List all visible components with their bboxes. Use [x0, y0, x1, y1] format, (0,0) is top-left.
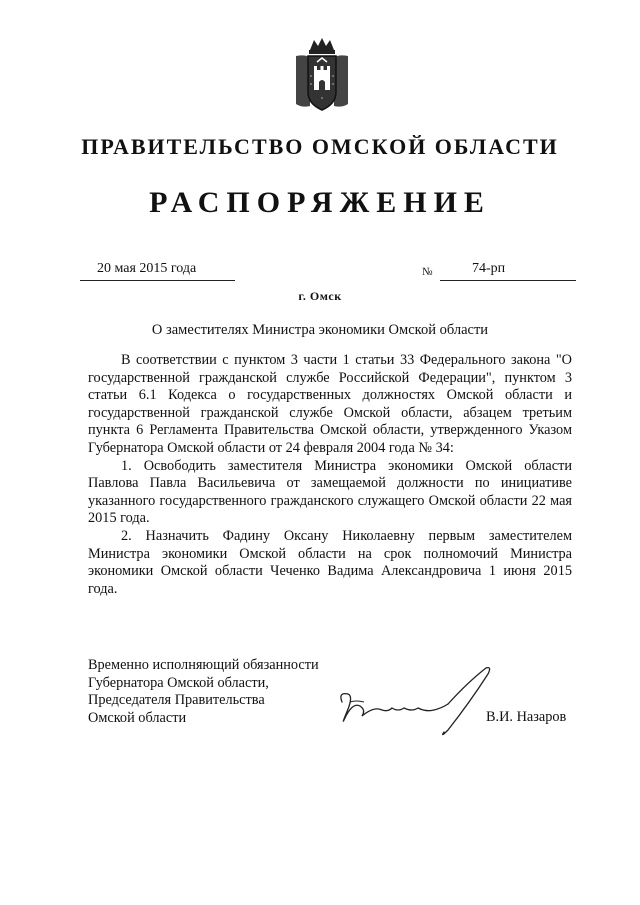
- preamble-paragraph: В соответствии с пунктом 3 части 1 статьи 33 Федерального закона "О государственной гражданской службе Российской Федерации", пунктом 3 статьи 6.1 Кодекса о государственных должностях Омской области и государственной гражданской службе Омской области, абзацем третьим пункта 6 Регламента Правительства Омской области, утвержденного Указом Губернатора Омской области от 24 февраля 2004 года № 34:: [88, 352, 572, 456]
- coat-of-arms-icon: [290, 36, 354, 114]
- document-body: [88, 352, 572, 598]
- document-subject: О заместителях Министра экономики Омской области: [151, 322, 489, 338]
- item-1-paragraph: 1. Освободить заместителя Министра экономики Омской области Павлова Павла Васильевича от замещаемой должности по инициативе указанного государственного гражданского служащего Омской области 22 мая 2015 года.: [88, 457, 572, 527]
- item-2-paragraph: 2. Назначить Фадину Оксану Николаевну первым заместителем Министра экономики Омской области на срок полномочий Министра экономики Омской области Чеченко Вадима Александровича 1 июня 2015 года.: [88, 527, 572, 597]
- signatory-line-4: Омской области: [88, 709, 187, 726]
- signatory-title: [88, 657, 319, 727]
- signatory-line-2: Губернатора Омской области,: [88, 674, 269, 691]
- signatory-line-3: Председателя Правительства: [88, 692, 265, 709]
- document-number: 74-рп: [472, 261, 506, 276]
- number-label: №: [422, 266, 433, 278]
- document-date: 20 мая 2015 года: [97, 261, 197, 276]
- document-type: РАСПОРЯЖЕНИЕ: [149, 186, 491, 219]
- number-underline: [440, 262, 576, 281]
- signatory-name: В.И. Назаров: [486, 709, 567, 725]
- handwritten-signature: [330, 662, 500, 738]
- signatory-line-1: Временно исполняющий обязанности: [88, 657, 319, 673]
- government-title: ПРАВИТЕЛЬСТВО ОМСКОЙ ОБЛАСТИ: [81, 134, 559, 159]
- city: г. Омск: [298, 289, 342, 303]
